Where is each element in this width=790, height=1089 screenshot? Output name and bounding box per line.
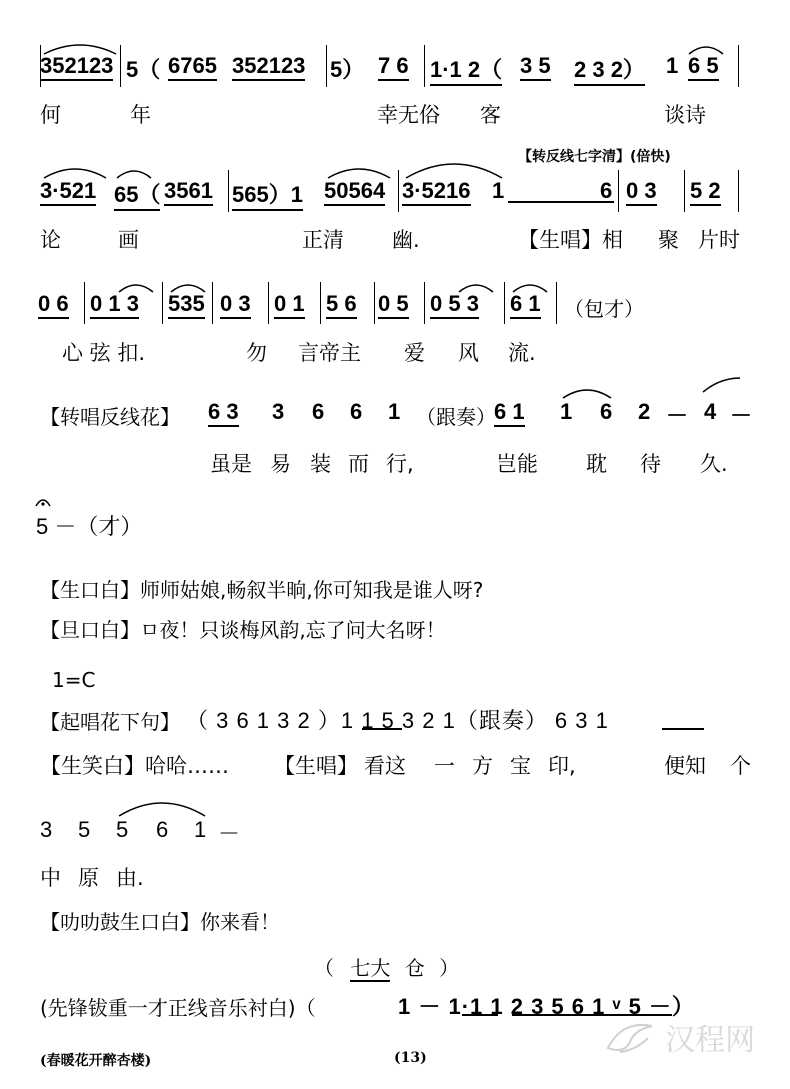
lyric: 何 xyxy=(40,103,61,127)
barline xyxy=(84,282,85,324)
note: 3 xyxy=(40,817,53,842)
footer-title: (春暖花开醉杏楼) xyxy=(40,1053,152,1069)
lyric: 风 xyxy=(458,341,479,365)
lyric: 一 xyxy=(434,754,455,778)
slur-mark xyxy=(324,162,394,180)
percussion-line xyxy=(314,952,459,981)
percussion-beat: 仓 xyxy=(404,956,425,980)
note-group: 0 3 xyxy=(220,291,251,319)
note-group: 352123 xyxy=(232,53,305,81)
barline xyxy=(326,45,327,87)
lyric: 方 xyxy=(472,754,493,778)
note: 1 xyxy=(560,399,573,424)
lyric: 言帝主 xyxy=(298,341,361,365)
note: 6 xyxy=(350,399,363,424)
lyric: 论 xyxy=(40,228,61,252)
lyric: 心 弦 扣. xyxy=(62,341,146,365)
note-group: 7 6 xyxy=(378,53,409,81)
barline xyxy=(424,282,425,324)
dash: － xyxy=(666,403,689,428)
barline xyxy=(398,170,399,212)
watermark-text: 汉程网 xyxy=(665,1023,756,1058)
slur-mark xyxy=(114,166,154,180)
barline xyxy=(618,170,619,212)
dash: － xyxy=(730,403,753,428)
note: 2 xyxy=(638,399,651,424)
lyric: 耽 xyxy=(586,452,607,476)
paren: （ xyxy=(314,956,334,980)
barline xyxy=(684,170,685,212)
note-group: 565）1 xyxy=(232,178,303,211)
lyric: 印, xyxy=(548,754,576,778)
note-group: 5 －（才） xyxy=(36,514,143,539)
lyric: 岂能 xyxy=(496,452,538,476)
note: 1 xyxy=(388,399,401,424)
note-underline xyxy=(662,728,704,730)
lyric: 片时 xyxy=(698,228,740,252)
slur-mark xyxy=(40,38,120,56)
slur-mark xyxy=(700,376,742,394)
barline xyxy=(738,170,739,212)
lyric: 勿 xyxy=(246,341,267,365)
lyric: 流. xyxy=(508,341,536,365)
note-group: （ 3 6 1 3 2 ）1 1 5 3 2 1（跟奏） 6 3 1 xyxy=(186,708,609,733)
lyric: 看这 xyxy=(364,754,406,778)
lyric: 聚 xyxy=(658,228,679,252)
lyric: 画 xyxy=(118,228,139,252)
lyric: 原 xyxy=(78,866,99,890)
note-group: 6 3 xyxy=(208,399,239,427)
note-group: 352123 xyxy=(40,53,113,81)
mode-label: 【转反线七字清】(倍快) xyxy=(518,149,671,165)
lyric: 中 xyxy=(40,866,61,890)
note-group: 0 3 xyxy=(626,178,657,206)
note-group: 1·1 2（ xyxy=(430,53,502,86)
section-label: 【起唱花下句】 xyxy=(40,710,180,734)
barline xyxy=(320,282,321,324)
accompaniment-note: （跟奏） xyxy=(416,405,496,429)
fermata-mark xyxy=(34,494,52,508)
note-group: 535 xyxy=(168,291,205,319)
note: 6 xyxy=(312,399,325,424)
note-group: 0 1 3 xyxy=(90,291,139,319)
note-group: 5 2 xyxy=(690,178,721,206)
note-group: 65（ xyxy=(114,178,160,211)
barline xyxy=(738,45,739,87)
note-group: 0 5 xyxy=(378,291,409,319)
section-label: (先锋钹重一才正线音乐衬白)（ xyxy=(40,996,316,1020)
note-group: 5（ xyxy=(126,57,161,82)
lyric: 谈诗 xyxy=(664,103,706,127)
note: 6 xyxy=(156,817,169,842)
slur-mark xyxy=(510,280,550,294)
lyric: 年 xyxy=(130,103,151,127)
percussion-beat: 七大 xyxy=(350,956,391,980)
barline xyxy=(120,45,121,87)
note-group: 6 1 xyxy=(510,291,541,319)
note-group: 6 5 xyxy=(688,53,719,81)
lyric: 幸无俗 xyxy=(377,103,440,127)
barline xyxy=(162,282,163,324)
note-group: 3·521 xyxy=(40,178,96,206)
note-group: 1 xyxy=(666,53,679,78)
dialogue-line xyxy=(40,614,790,643)
slur-mark xyxy=(402,156,506,180)
note-group: 1 － 1·1 1 2 3 5 6 1 ᵛ 5 －） xyxy=(398,994,695,1019)
key-signature: 1=C xyxy=(52,668,96,692)
slur-mark xyxy=(116,796,208,818)
dialogue-text: 你来看！ xyxy=(200,910,280,934)
lyric: 客 xyxy=(480,103,501,127)
note-group: 5 6 xyxy=(326,291,357,319)
note: 6 xyxy=(600,399,613,424)
note-group: 50564 xyxy=(324,178,385,206)
barline xyxy=(504,282,505,324)
role-label: 【生唱】 xyxy=(274,754,358,778)
lyric: 易 xyxy=(270,452,291,476)
note-group: 0 6 xyxy=(38,291,69,319)
lyric: 宝 xyxy=(510,754,531,778)
barline xyxy=(556,282,557,324)
barline xyxy=(212,282,213,324)
barline xyxy=(228,170,229,212)
lyric: 幽. xyxy=(392,228,420,252)
slur-mark xyxy=(686,42,726,56)
note: 1 xyxy=(194,817,207,842)
slur-mark xyxy=(560,384,614,400)
note-group: 1 xyxy=(492,178,505,203)
note-group: 6 xyxy=(600,178,613,203)
slur-mark xyxy=(456,280,496,294)
lyric: 而 xyxy=(348,452,369,476)
note-underline xyxy=(362,728,402,730)
note: 5 xyxy=(116,817,129,842)
lyric: 由. xyxy=(116,866,144,890)
role-label: 【叻叻鼓生口白】 xyxy=(40,910,200,934)
note-group: 0 1 xyxy=(274,291,305,319)
lyric: 爱 xyxy=(404,341,425,365)
note-group: 3 5 xyxy=(520,53,551,81)
note-group: 0 5 3 xyxy=(430,291,479,319)
note: 3 xyxy=(272,399,285,424)
dash: － xyxy=(218,821,241,846)
dialogue-line xyxy=(40,574,790,603)
dialogue-line xyxy=(40,906,790,935)
note-group: 2 3 2） xyxy=(574,53,645,86)
lyric: 【生唱】相 xyxy=(518,228,623,252)
dialogue-text: ㅁ夜！只谈梅风韵,忘了问大名呀！ xyxy=(140,618,446,642)
note: 5 xyxy=(78,817,91,842)
section-label: 【转唱反线花】 xyxy=(40,405,180,429)
note-group: 3561 xyxy=(164,178,213,206)
lyric: 正清 xyxy=(302,228,344,252)
lyric: 久. xyxy=(700,452,728,476)
role-label: 【旦口白】 xyxy=(40,618,140,642)
note-group: 6765 xyxy=(168,53,217,81)
lyric: 便知 xyxy=(664,754,706,778)
slur-mark xyxy=(40,162,110,180)
barline xyxy=(424,45,425,87)
watermark xyxy=(600,1012,755,1062)
lyric: 待 xyxy=(640,452,661,476)
lyric: 行, xyxy=(386,452,414,476)
note: 4 xyxy=(704,399,717,424)
note-underline xyxy=(508,201,614,203)
note-group: 3·5216 xyxy=(402,178,471,206)
dialogue-text: 师师姑娘,畅叙半晌,你可知我是谁人呀? xyxy=(140,578,484,602)
note-underline xyxy=(462,1014,498,1016)
bird-logo-icon xyxy=(600,1012,660,1062)
barline xyxy=(374,282,375,324)
barline xyxy=(268,282,269,324)
slur-mark xyxy=(168,280,208,294)
lyric: 装 xyxy=(310,452,331,476)
role-label: 【生口白】 xyxy=(40,578,140,602)
percussion-note: （包才） xyxy=(564,297,644,321)
lyric: 个 xyxy=(730,754,751,778)
paren: ） xyxy=(439,956,460,980)
laugh-line: 【生笑白】哈哈…… xyxy=(40,754,229,778)
lyric: 虽是 xyxy=(210,452,252,476)
page-number: (13) xyxy=(394,1050,427,1066)
slur-mark xyxy=(116,280,156,294)
note-group: 6 1 xyxy=(494,399,525,427)
note-group: 5） xyxy=(330,57,365,82)
